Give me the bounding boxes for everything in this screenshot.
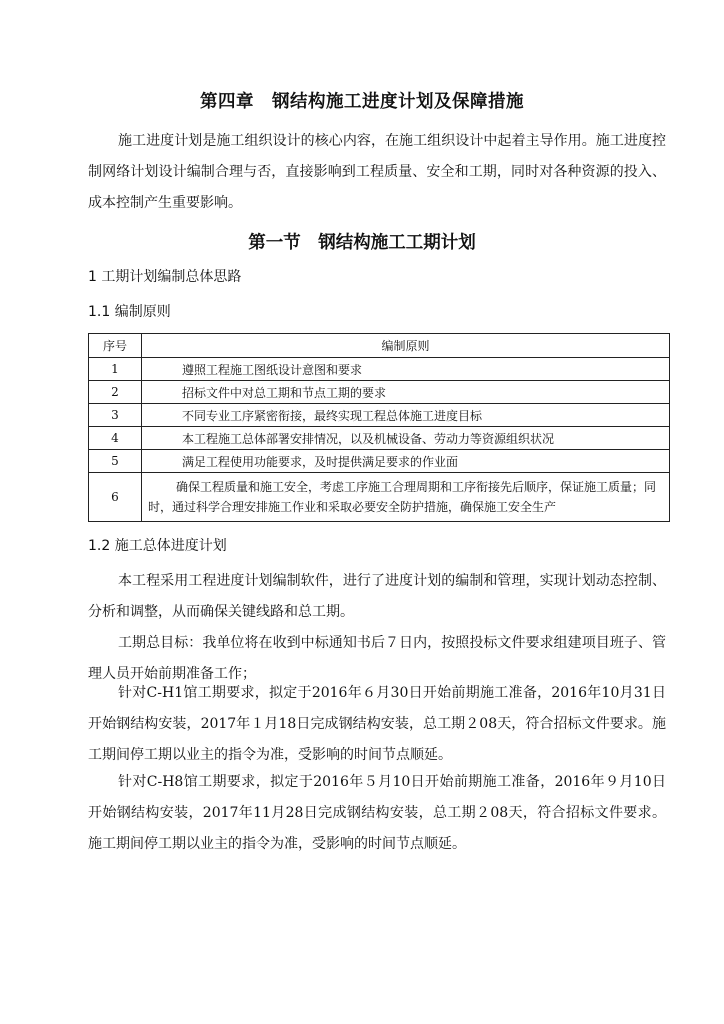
heading-1: 1 工期计划编制总体思路 <box>88 269 242 285</box>
body-paragraph: 针对C-H1馆工期要求，拟定于2016年６月30日开始前期施工准备，2016年10月31日开始钢结构安装，2017年１月18日完成钢结构安装，总工期２08天，符合招标文件要求。施工期间停工期以业主的指令为准，受影响的时间节点顺延。 <box>88 685 666 763</box>
heading-1-2: 1.2 施工总体进度计划 <box>88 538 227 554</box>
body-paragraph: 工期总目标：我单位将在收到中标通知书后７日内，按照投标文件要求组建项目班子、管理人员开始前期准备工作； <box>88 635 666 682</box>
table-row <box>89 473 670 522</box>
row-text: 确保工程质量和施工安全，考虑工序施工合理周期和工序衔接先后顺序，保证施工质量；同时，通过科学合理安排施工作业和采取必要安全防护措施，确保施工安全生产 <box>142 473 670 522</box>
section-title: 第一节 钢结构施工工期计划 <box>248 233 476 253</box>
row-number: 5 <box>89 450 142 473</box>
row-number: 3 <box>89 404 142 427</box>
principles-table <box>88 333 670 522</box>
table-header-no: 序号 <box>89 334 142 358</box>
table-row <box>89 450 670 473</box>
row-number: 2 <box>89 381 142 404</box>
body-paragraph: 本工程采用工程进度计划编制软件，进行了进度计划的编制和管理，实现计划动态控制、分析和调整，从而确保关键线路和总工期。 <box>88 573 666 620</box>
row-number: 6 <box>89 473 142 522</box>
table-row <box>89 404 670 427</box>
body-paragraph: 针对C-H8馆工期要求，拟定于2016年５月10日开始前期施工准备，2016年９月10日开始钢结构安装，2017年11月28日完成钢结构安装，总工期２08天，符合招标文件要求。施工期间停工期以业主的指令为准，受影响的时间节点顺延。 <box>88 774 666 852</box>
chapter-title: 第四章 钢结构施工进度计划及保障措施 <box>200 92 524 112</box>
row-number: 4 <box>89 427 142 450</box>
row-number: 1 <box>89 358 142 381</box>
table-row <box>89 381 670 404</box>
row-text: 不同专业工序紧密衔接，最终实现工程总体施工进度目标 <box>142 404 670 427</box>
heading-1-1: 1.1 编制原则 <box>88 304 171 320</box>
row-text: 本工程施工总体部署安排情况，以及机械设备、劳动力等资源组织状况 <box>142 427 670 450</box>
table-header-principle: 编制原则 <box>142 334 670 358</box>
row-text: 招标文件中对总工期和节点工期的要求 <box>142 381 670 404</box>
intro-paragraph: 施工进度计划是施工组织设计的核心内容，在施工组织设计中起着主导作用。施工进度控制网络计划设计编制合理与否，直接影响到工程质量、安全和工期，同时对各种资源的投入、成本控制产生重要影响。 <box>88 133 666 211</box>
table-header-row <box>89 334 670 358</box>
row-text: 满足工程使用功能要求，及时提供满足要求的作业面 <box>142 450 670 473</box>
table-row <box>89 358 670 381</box>
row-text: 遵照工程施工图纸设计意图和要求 <box>142 358 670 381</box>
table-row <box>89 427 670 450</box>
